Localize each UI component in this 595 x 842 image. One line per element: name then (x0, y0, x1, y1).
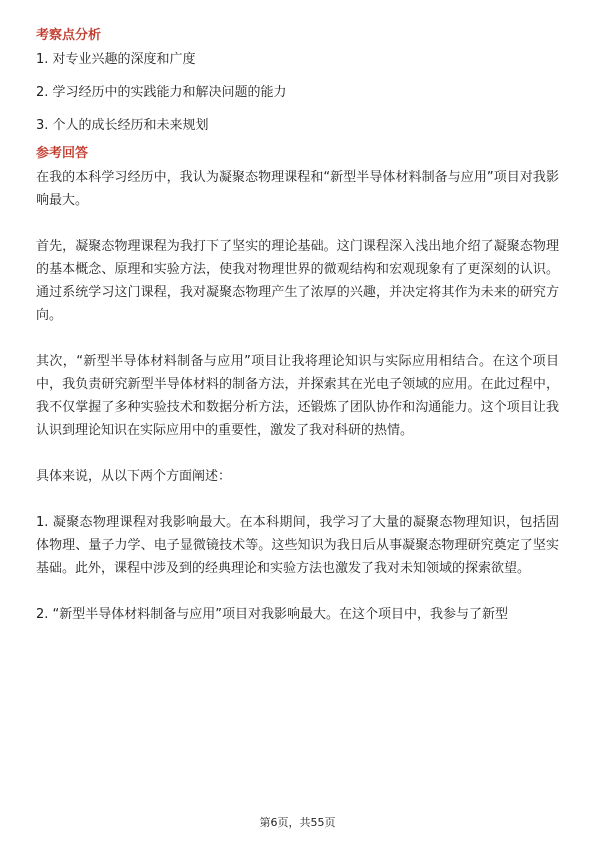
answer-paragraph-2: 首先，凝聚态物理课程为我打下了坚实的理论基础。这门课程深入浅出地介绍了凝聚态物理的基本概念、原理和实验方法，使我对物理世界的微观结构和宏观现象有了更深刻的认识。通过系统学习这门课程，我对凝聚态物理产生了浓厚的兴趣，并决定将其作为未来的研究方向。 (36, 239, 559, 323)
answer-paragraph-6: 2. “新型半导体材料制备与应用”项目对我影响最大。在这个项目中，我参与了新型 (36, 607, 509, 622)
analysis-heading: 考察点分析 (36, 28, 102, 43)
document-body (36, 26, 559, 649)
page-number: 第6页，共55页 (259, 816, 336, 829)
answer-paragraph-4: 具体来说，从以下两个方面阐述： (36, 469, 232, 484)
analysis-item-2: 2. 学习经历中的实践能力和解决问题的能力 (36, 85, 287, 100)
answer-heading: 参考回答 (36, 146, 89, 161)
answer-paragraph-5: 1. 凝聚态物理课程对我影响最大。在本科期间，我学习了大量的凝聚态物理知识，包括固体物理、量子力学、电子显微镜技术等。这些知识为我日后从事凝聚态物理研究奠定了坚实基础。此外，课程中涉及到的经典理论和实验方法也激发了我对未知领域的探索欲望。 (36, 515, 559, 576)
answer-paragraph-3: 其次，“新型半导体材料制备与应用”项目让我将理论知识与实际应用相结合。在这个项目中，我负责研究新型半导体材料的制备方法，并探索其在光电子领域的应用。在此过程中，我不仅掌握了多种实验技术和数据分析方法，还锻炼了团队协作和沟通能力。这个项目让我认识到理论知识在实际应用中的重要性，激发了我对科研的热情。 (36, 354, 559, 438)
analysis-item-1: 1. 对专业兴趣的深度和广度 (36, 52, 196, 67)
analysis-item-3: 3. 个人的成长经历和未来规划 (36, 118, 209, 133)
answer-paragraph-1: 在我的本科学习经历中，我认为凝聚态物理课程和“新型半导体材料制备与应用”项目对我影响最大。 (36, 170, 559, 208)
